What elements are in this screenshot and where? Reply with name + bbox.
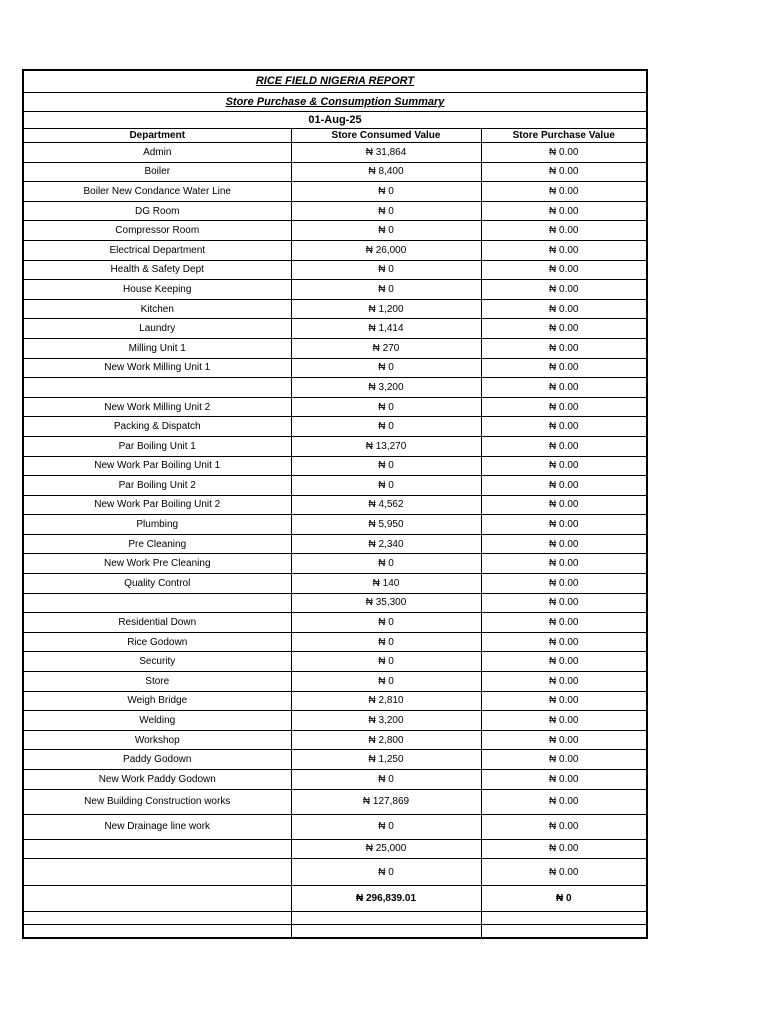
cell-consumed: ₦ 0 [291,260,481,280]
cell-department: Boiler [24,162,291,182]
table-row [24,143,646,163]
cell-consumed: ₦ 127,869 [291,789,481,814]
cell-purchase: ₦ 0.00 [481,162,646,182]
cell-purchase: ₦ 0.00 [481,691,646,711]
cell-consumed: ₦ 0 [291,358,481,378]
cell-department: Pre Cleaning [24,534,291,554]
cell-purchase: ₦ 0.00 [481,613,646,633]
cell-consumed: ₦ 31,864 [291,143,481,163]
cell-purchase: ₦ 0.00 [481,814,646,839]
cell-purchase: ₦ 0.00 [481,515,646,535]
table-row [24,711,646,731]
column-header-purchase: Store Purchase Value [481,129,646,143]
cell-purchase: ₦ 0.00 [481,476,646,496]
table-row [24,260,646,280]
table-row [24,456,646,476]
table-row [24,182,646,202]
cell-purchase: ₦ 0.00 [481,534,646,554]
cell-consumed: ₦ 0 [291,632,481,652]
cell-department: Electrical Department [24,240,291,260]
table-row [24,652,646,672]
cell-purchase: ₦ 0.00 [481,240,646,260]
column-header-department: Department [129,130,186,141]
cell-department: New Work Paddy Godown [24,770,291,790]
cell-consumed: ₦ 4,562 [291,495,481,515]
cell-consumed: ₦ 3,200 [291,378,481,398]
cell-department [24,593,291,613]
cell-department: Security [24,652,291,672]
cell-consumed: ₦ 0 [291,182,481,202]
blank-cell [291,925,481,938]
cell-department: Rice Godown [24,632,291,652]
cell-purchase: ₦ 0.00 [481,711,646,731]
cell-consumed: ₦ 1,200 [291,299,481,319]
cell-consumed: ₦ 140 [291,574,481,594]
cell-department: House Keeping [24,280,291,300]
cell-department: New Building Construction works [24,789,291,814]
cell-department: Quality Control [24,574,291,594]
cell-consumed: ₦ 0 [291,201,481,221]
cell-department: Workshop [24,730,291,750]
header-row [24,129,646,143]
blank-row [24,925,646,938]
cell-consumed: ₦ 0 [291,652,481,672]
table-row [24,436,646,456]
cell-department: New Work Pre Cleaning [24,554,291,574]
cell-purchase: ₦ 0.00 [481,358,646,378]
cell-purchase: ₦ 0.00 [481,495,646,515]
table-row [24,417,646,437]
table-row [24,770,646,790]
blank-cell [24,912,291,925]
cell-consumed: ₦ 8,400 [291,162,481,182]
total-purchase: ₦ 0 [481,886,646,912]
cell-consumed: ₦ 0 [291,770,481,790]
cell-consumed: ₦ 0 [291,456,481,476]
cell-department: Store [24,672,291,692]
table-row [24,476,646,496]
cell-purchase: ₦ 0.00 [481,201,646,221]
cell-purchase: ₦ 0.00 [481,260,646,280]
table-row [24,378,646,398]
table-row [24,814,646,839]
blank-cell [481,925,646,938]
cell-purchase: ₦ 0.00 [481,378,646,398]
table-row [24,515,646,535]
table-row [24,338,646,358]
cell-purchase: ₦ 0.00 [481,417,646,437]
cell-purchase: ₦ 0.00 [481,338,646,358]
cell-department [24,839,291,859]
table-row [24,397,646,417]
cell-purchase: ₦ 0.00 [481,436,646,456]
table-row [24,691,646,711]
table-row [24,574,646,594]
cell-consumed: ₦ 0 [291,417,481,437]
cell-consumed: ₦ 35,300 [291,593,481,613]
blank-row [24,912,646,925]
table-row [24,319,646,339]
cell-consumed: ₦ 0 [291,554,481,574]
cell-purchase: ₦ 0.00 [481,554,646,574]
cell-consumed: ₦ 13,270 [291,436,481,456]
totals-row [24,886,646,912]
table-row [24,839,646,859]
table-row [24,201,646,221]
table-row [24,554,646,574]
cell-department: New Drainage line work [24,814,291,839]
cell-purchase: ₦ 0.00 [481,750,646,770]
cell-department: Paddy Godown [24,750,291,770]
table-row [24,672,646,692]
table-row [24,593,646,613]
table-row [24,789,646,814]
cell-purchase: ₦ 0.00 [481,319,646,339]
report-sheet [22,69,648,939]
cell-purchase: ₦ 0.00 [481,770,646,790]
cell-department: Packing & Dispatch [24,417,291,437]
cell-purchase: ₦ 0.00 [481,299,646,319]
cell-department: Kitchen [24,299,291,319]
table-row [24,632,646,652]
cell-department: Welding [24,711,291,731]
cell-consumed: ₦ 2,340 [291,534,481,554]
cell-purchase: ₦ 0.00 [481,672,646,692]
column-header-consumed: Store Consumed Value [291,129,481,143]
cell-consumed: ₦ 1,250 [291,750,481,770]
cell-purchase: ₦ 0.00 [481,182,646,202]
cell-department: Health & Safety Dept [24,260,291,280]
blank-cell [481,912,646,925]
cell-department: Weigh Bridge [24,691,291,711]
cell-purchase: ₦ 0.00 [481,839,646,859]
cell-consumed: ₦ 0 [291,280,481,300]
cell-consumed: ₦ 0 [291,859,481,886]
cell-consumed: ₦ 3,200 [291,711,481,731]
cell-department: New Work Milling Unit 2 [24,397,291,417]
cell-consumed: ₦ 0 [291,613,481,633]
cell-purchase: ₦ 0.00 [481,456,646,476]
cell-department: DG Room [24,201,291,221]
cell-purchase: ₦ 0.00 [481,397,646,417]
cell-department: Plumbing [24,515,291,535]
table-row [24,358,646,378]
cell-department: New Work Par Boiling Unit 2 [24,495,291,515]
cell-consumed: ₦ 270 [291,338,481,358]
cell-consumed: ₦ 5,950 [291,515,481,535]
cell-consumed: ₦ 0 [291,814,481,839]
cell-consumed: ₦ 0 [291,476,481,496]
summary-table [24,129,646,937]
cell-purchase: ₦ 0.00 [481,221,646,241]
cell-purchase: ₦ 0.00 [481,574,646,594]
table-row [24,730,646,750]
cell-purchase: ₦ 0.00 [481,652,646,672]
report-date: 01-Aug-25 [24,112,646,129]
cell-department [24,378,291,398]
cell-consumed: ₦ 26,000 [291,240,481,260]
blank-cell [291,912,481,925]
cell-purchase: ₦ 0.00 [481,280,646,300]
table-row [24,240,646,260]
cell-department: Compressor Room [24,221,291,241]
cell-department: New Work Milling Unit 1 [24,358,291,378]
table-row [24,280,646,300]
cell-department: Milling Unit 1 [24,338,291,358]
cell-department: Residential Down [24,613,291,633]
table-row [24,613,646,633]
cell-purchase: ₦ 0.00 [481,593,646,613]
cell-department: New Work Par Boiling Unit 1 [24,456,291,476]
table-row [24,859,646,886]
cell-consumed: ₦ 1,414 [291,319,481,339]
table-row [24,534,646,554]
cell-department: Par Boiling Unit 2 [24,476,291,496]
total-consumed: ₦ 296,839.01 [291,886,481,912]
table-row [24,162,646,182]
cell-department: Admin [24,143,291,163]
cell-purchase: ₦ 0.00 [481,859,646,886]
cell-consumed: ₦ 25,000 [291,839,481,859]
cell-purchase: ₦ 0.00 [481,632,646,652]
cell-consumed: ₦ 0 [291,672,481,692]
table-row [24,495,646,515]
cell-consumed: ₦ 0 [291,397,481,417]
total-department [24,886,291,912]
cell-department: Boiler New Condance Water Line [24,182,291,202]
cell-consumed: ₦ 2,810 [291,691,481,711]
cell-department [24,859,291,886]
report-subtitle: Store Purchase & Consumption Summary [24,93,646,112]
table-row [24,221,646,241]
cell-purchase: ₦ 0.00 [481,789,646,814]
table-row [24,750,646,770]
cell-department: Par Boiling Unit 1 [24,436,291,456]
cell-consumed: ₦ 0 [291,221,481,241]
report-title: RICE FIELD NIGERIA REPORT [24,71,646,93]
cell-purchase: ₦ 0.00 [481,143,646,163]
cell-consumed: ₦ 2,800 [291,730,481,750]
blank-cell [24,925,291,938]
cell-purchase: ₦ 0.00 [481,730,646,750]
cell-department: Laundry [24,319,291,339]
table-row [24,299,646,319]
